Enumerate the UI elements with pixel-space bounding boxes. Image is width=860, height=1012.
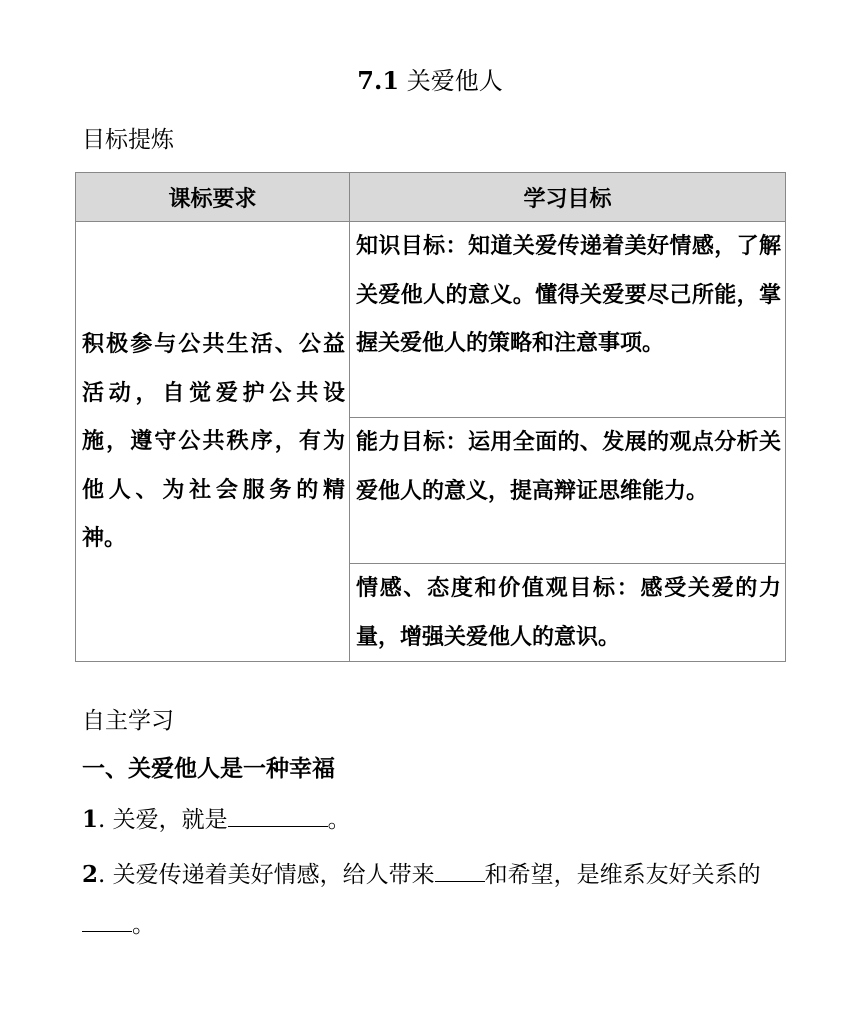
question-1-number: 1 [82, 806, 99, 833]
question-2-number: 2 [82, 861, 99, 888]
header-learning-goals: 学习目标 [350, 173, 786, 222]
table-header-row [76, 173, 786, 222]
requirement-cell [76, 222, 350, 662]
goal-text-ability: 能力目标：运用全面的、发展的观点分析关爱他人的意义，提高辩证思维能力。 [356, 429, 781, 504]
question-1-blank[interactable] [228, 802, 328, 827]
goal-cell-attitude [350, 564, 786, 662]
question-1-text: . 关爱，就是 [98, 807, 228, 833]
part-heading: 一、关爱他人是一种幸福 [82, 756, 335, 782]
section-study-label: 自主学习 [82, 708, 174, 734]
question-2-blank-1[interactable] [435, 857, 485, 882]
goal-cell-knowledge [350, 222, 786, 418]
question-2-end: 。 [132, 912, 155, 938]
section-goals-label: 目标提炼 [82, 127, 174, 153]
question-2-text-middle: 和希望，是维系友好关系的 [484, 862, 761, 888]
header-requirement: 课标要求 [76, 173, 350, 222]
table-row [76, 222, 786, 418]
question-2-text: . 关爱传递着美好情感，给人带来 [98, 862, 435, 888]
goal-text-attitude: 情感、态度和价值观目标：感受关爱的力量，增强关爱他人的意识。 [356, 575, 781, 650]
title-number: 7.1 [357, 66, 400, 95]
question-2 [82, 850, 792, 950]
goals-table [75, 172, 786, 662]
requirement-text: 积极参与公共生活、公益活动，自觉爱护公共设施，遵守公共秩序，有为他人、为社会服务的精神。 [82, 331, 345, 552]
question-1-end: 。 [327, 807, 351, 833]
goal-cell-ability [350, 418, 786, 564]
title-text: 关爱他人 [406, 67, 503, 95]
question-1 [82, 802, 792, 836]
goal-text-knowledge: 知识目标：知道关爱传递着美好情感，了解关爱他人的意义。懂得关爱要尽己所能，掌握关爱他人的策略和注意事项。 [356, 233, 781, 357]
page-title [0, 64, 860, 98]
question-2-blank-2[interactable] [82, 907, 132, 932]
